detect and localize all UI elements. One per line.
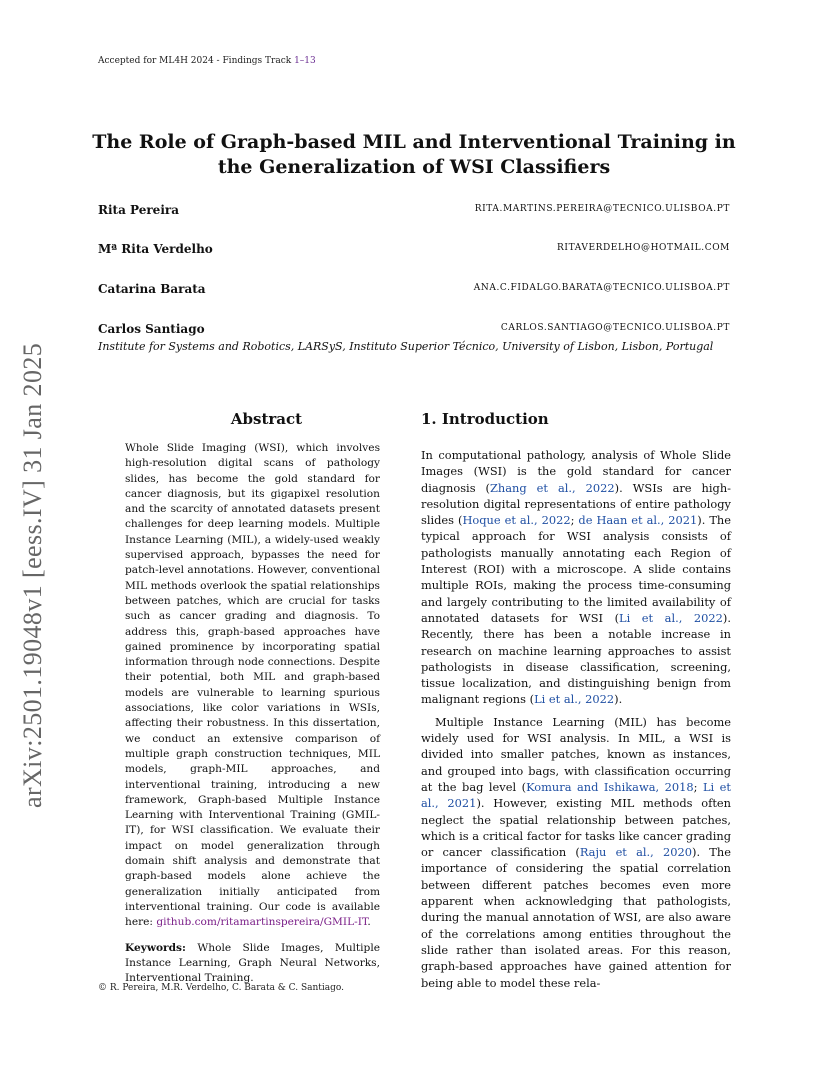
citation-link[interactable]: Raju et al., 2020 xyxy=(579,845,693,860)
abstract-text: Whole Slide Imaging (WSI), which involves high-resolution digital scans of pathology slides, has become the gold standard for cancer diagnosis, but its gigapixel resolution and the scarcity of annotated datasets present challenges for deep learning models. Multiple Instance Learning (MIL), a widely-used weakly supervised approach, bypasses the need for patch-level annotations. However, conventional MIL methods overlook the spatial relationships between patches, which are crucial for tasks such as cancer grading and diagnosis. To address this, graph-based approaches have gained prominence by incorporating spatial information through node connections. Despite their potential, both MIL and graph-based models are vulnerable to learning spurious associations, like color variations in WSIs, affecting their robustness. In this dissertation, we conduct an extensive comparison of multiple graph construction techniques, MIL models, graph-MIL approaches, and interventional training, introducing a new framework, Graph-based Multiple Instance Learning with Interventional Training (GMIL-IT), for WSI classification. We evaluate their impact on model generalization through domain shift analysis and demonstrate that graph-based models alone achieve the generalization initially anticipated from interventional training. Our code is available here: xyxy=(125,442,380,929)
text-run: In computational pathology, analysis of Whole Slide Images (WSI) is the gold standard for cancer diagnosis ( xyxy=(421,448,731,495)
keywords-list: Whole Slide Images, Multiple Instance Learning, Graph Neural Networks, Interventional Training. xyxy=(125,941,381,985)
text-run: ; xyxy=(570,513,579,528)
author-name: Rita Pereira xyxy=(98,203,179,217)
keywords-label: Keywords: xyxy=(125,941,186,954)
section-heading-introduction: 1. Introduction xyxy=(421,410,549,428)
header-venue: Accepted for ML4H 2024 - Findings Track xyxy=(98,56,295,66)
text-run: ). The typical approach for WSI analysis consists of pathologists manually annotating each Region of Interest (ROI) with a microscope. A slide contains multiple ROIs, making the process time-consuming and largely contributing to the limited availability of annotated datasets for WSI ( xyxy=(421,513,731,625)
abstract-text-end: . xyxy=(367,916,371,929)
intro-paragraph xyxy=(421,447,731,708)
code-link[interactable]: github.com/ritamartinspereira/GMIL-IT xyxy=(156,916,368,929)
introduction-body xyxy=(421,447,731,991)
citation-link[interactable]: Li et al., 2022 xyxy=(619,610,723,625)
text-run: ). Recently, there has been a notable increase in research on machine learning approaches to assist pathologists in disease classification, screening, tissue localization, and distinguishing benign from malignant regions ( xyxy=(421,610,731,707)
text-run: ). The importance of considering the spatial correlation between different patches becomes even more apparent when acknowledging that pathologists, during the manual annotation of WSI, are also aware of the correlations among entities throughout the slide rather than isolated areas. For this reason, graph-based approaches have gained attention for being able to model these rela- xyxy=(421,845,731,990)
author-email: RITA.MARTINS.PEREIRA@TECNICO.ULISBOA.PT xyxy=(474,204,730,214)
author-email: RITAVERDELHO@HOTMAIL.COM xyxy=(557,243,730,253)
author-name: Mª Rita Verdelho xyxy=(98,242,213,256)
intro-paragraph xyxy=(421,714,731,991)
author-row xyxy=(98,282,730,296)
text-run: ). xyxy=(614,692,623,707)
author-name: Catarina Barata xyxy=(98,282,206,296)
text-run: ; xyxy=(693,779,703,794)
author-row xyxy=(98,322,730,336)
citation-link[interactable]: Komura and Ishikawa, 2018 xyxy=(526,779,694,794)
copyright-footer: © R. Pereira, M.R. Verdelho, C. Barata & C. Santiago. xyxy=(98,983,345,993)
citation-link[interactable]: de Haan et al., 2021 xyxy=(578,513,698,528)
author-row xyxy=(98,242,730,256)
abstract-heading: Abstract xyxy=(230,410,303,428)
paper-title: The Role of Graph-based MIL and Interventional Training in the Generalization of WSI Classifiers xyxy=(92,131,736,178)
author-email: CARLOS.SANTIAGO@TECNICO.ULISBOA.PT xyxy=(500,323,730,333)
text-run: ). However, existing MIL methods often neglect the spatial relationship between patches, which is a critical factor for tasks like cancer grading or cancer classification ( xyxy=(421,796,731,860)
text-run: Multiple Instance Learning (MIL) has become widely used for WSI analysis. In MIL, a WSI is divided into smaller patches, known as instances, and grouped into bags, with classification occurring at the bag level ( xyxy=(421,714,731,794)
header-pages-link[interactable]: 1–13 xyxy=(294,56,316,66)
citation-link[interactable]: Li et al., 2021 xyxy=(421,779,731,811)
abstract-paragraph xyxy=(125,441,380,931)
affiliation: Institute for Systems and Robotics, LARSyS, Instituto Superior Técnico, University of Lisbon, Lisbon, Portugal xyxy=(98,340,714,353)
keywords xyxy=(125,941,380,987)
author-email: ANA.C.FIDALGO.BARATA@TECNICO.ULISBOA.PT xyxy=(473,283,730,293)
citation-link[interactable]: Li et al., 2022 xyxy=(534,692,615,707)
citation-link[interactable]: Zhang et al., 2022 xyxy=(490,480,615,495)
author-name: Carlos Santiago xyxy=(98,322,205,336)
text-run: ). WSIs are high-resolution digital representations of entire pathology slides ( xyxy=(421,480,732,528)
author-row xyxy=(98,203,730,217)
arxiv-stamp: arXiv:2501.19048v1 [eess.IV] 31 Jan 2025 xyxy=(18,342,47,808)
citation-link[interactable]: Hoque et al., 2022 xyxy=(462,513,571,528)
abstract-body xyxy=(125,441,380,986)
running-header xyxy=(98,56,316,66)
